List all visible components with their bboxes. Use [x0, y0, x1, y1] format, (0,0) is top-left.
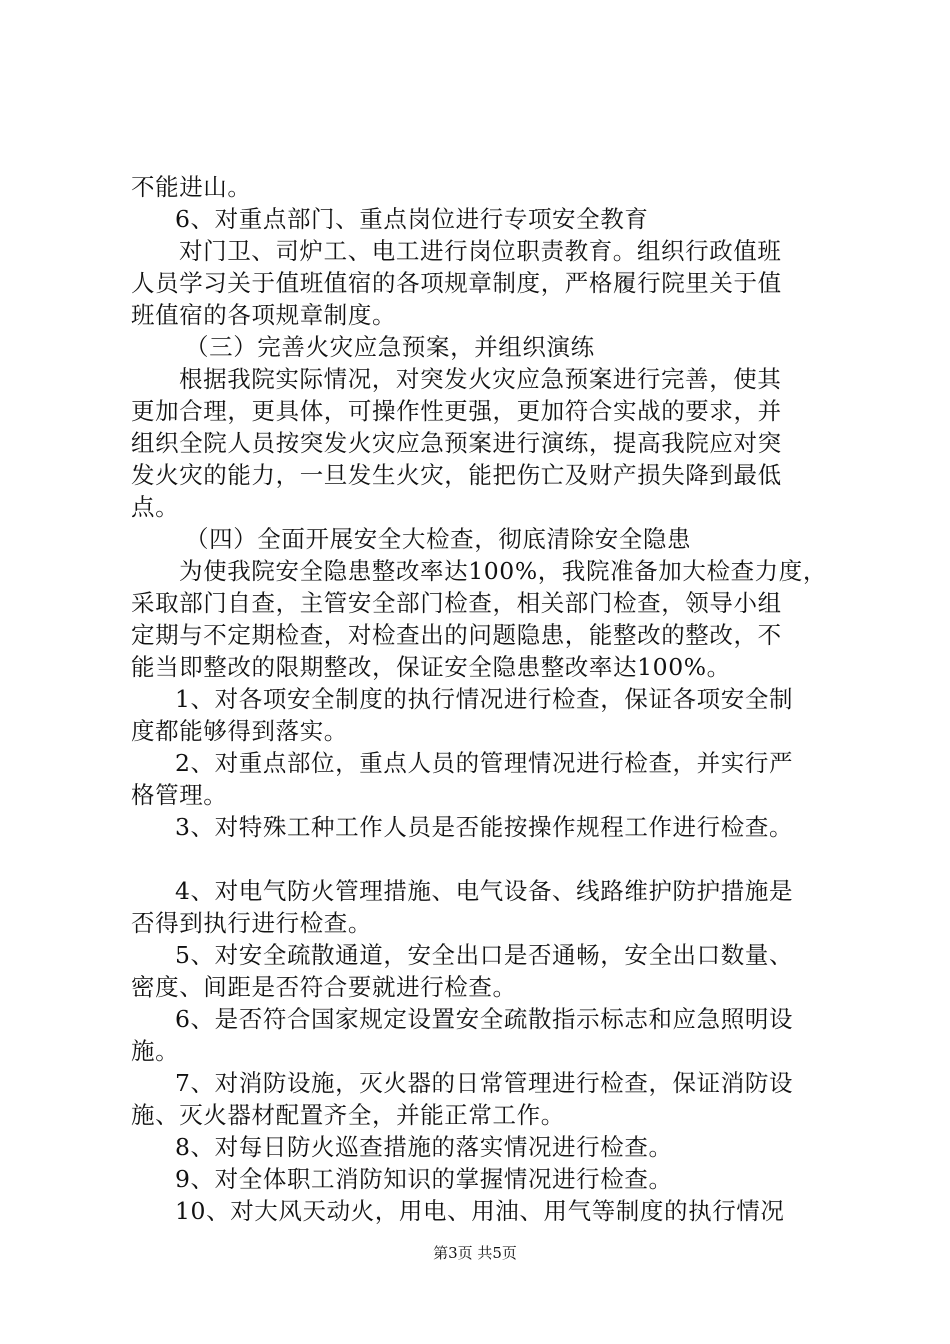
- list-item: 8、对每日防火巡查措施的落实情况进行检查。: [175, 1133, 673, 1161]
- paragraph-line: 更加合理，更具体，可操作性更强，更加符合实战的要求，并: [131, 397, 782, 425]
- page-footer: 第3页 共5页: [433, 1244, 517, 1262]
- section-heading: （四）全面开展安全大检查，彻底清除安全隐患: [185, 525, 692, 553]
- list-item-continuation: 格管理。: [131, 781, 228, 809]
- list-item: 6、是否符合国家规定设置安全疏散指示标志和应急照明设: [175, 1005, 794, 1033]
- document-body: [131, 171, 831, 1227]
- list-item: 7、对消防设施，灭火器的日常管理进行检查，保证消防设: [175, 1069, 794, 1097]
- list-item-continuation: 密度、间距是否符合要就进行检查。: [131, 973, 517, 1001]
- list-item: 9、对全体职工消防知识的掌握情况进行检查。: [175, 1165, 673, 1193]
- paragraph-line: 班值宿的各项规章制度。: [131, 301, 397, 329]
- paragraph-line: 人员学习关于值班值宿的各项规章制度，严格履行院里关于值: [131, 269, 782, 297]
- paragraph-line: 点。: [131, 493, 180, 521]
- list-item: 5、对安全疏散通道，安全出口是否通畅，安全出口数量、: [175, 941, 794, 969]
- text-line: 不能进山。: [131, 173, 252, 201]
- blank-line: [131, 843, 831, 875]
- list-item: 10、对大风天动火，用电、用油、用气等制度的执行情况: [175, 1197, 785, 1225]
- list-item-continuation: 度都能够得到落实。: [131, 717, 348, 745]
- list-item: 4、对电气防火管理措施、电气设备、线路维护防护措施是: [175, 877, 794, 905]
- list-item-continuation: 施。: [131, 1037, 180, 1065]
- paragraph-line: 采取部门自查，主管安全部门检查，相关部门检查，领导小组: [131, 589, 782, 617]
- paragraph-line: 能当即整改的限期整改，保证安全隐患整改率达100%。: [131, 653, 731, 681]
- paragraph-line: 根据我院实际情况，对突发火灾应急预案进行完善，使其: [179, 365, 782, 393]
- section-heading: （三）完善火灾应急预案，并组织演练: [185, 333, 595, 361]
- paragraph-line: 对门卫、司炉工、电工进行岗位职责教育。组织行政值班: [179, 237, 782, 265]
- item-heading: 6、对重点部门、重点岗位进行专项安全教育: [175, 205, 649, 233]
- list-item: 1、对各项安全制度的执行情况进行检查，保证各项安全制: [175, 685, 794, 713]
- list-item-continuation: 否得到执行进行检查。: [131, 909, 372, 937]
- list-item: 3、对特殊工种工作人员是否能按操作规程工作进行检查。: [175, 813, 794, 841]
- list-item: 2、对重点部位，重点人员的管理情况进行检查，并实行严: [175, 749, 794, 777]
- paragraph-line: 发火灾的能力，一旦发生火灾，能把伤亡及财产损失降到最低: [131, 461, 782, 489]
- paragraph-line: 为使我院安全隐患整改率达100%，我院准备加大检查力度，: [179, 557, 827, 585]
- paragraph-line: 定期与不定期检查，对检查出的问题隐患，能整改的整改，不: [131, 621, 782, 649]
- paragraph-line: 组织全院人员按突发火灾应急预案进行演练，提高我院应对突: [131, 429, 782, 457]
- list-item-continuation: 施、灭火器材配置齐全，并能正常工作。: [131, 1101, 565, 1129]
